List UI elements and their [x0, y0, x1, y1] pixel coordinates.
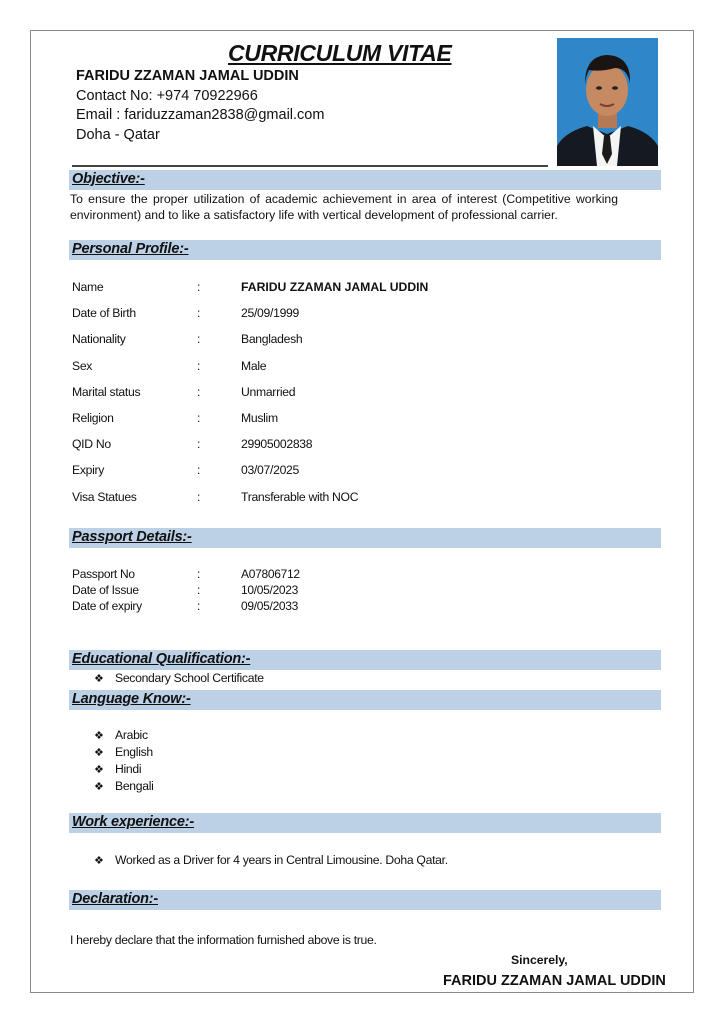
- profile-label: Marital status: [72, 385, 141, 399]
- language-item: [94, 779, 154, 793]
- closing-text: Sincerely,: [511, 953, 568, 967]
- diamond-bullet-icon: ❖: [94, 764, 104, 776]
- passport-label: Date of expiry: [72, 599, 142, 613]
- profile-value: Unmarried: [241, 385, 296, 399]
- personal-profile-section-bar: [69, 240, 661, 260]
- profile-label: Visa Statues: [72, 490, 137, 504]
- passport-value: 10/05/2023: [241, 583, 299, 597]
- profile-value: Transferable with NOC: [241, 490, 359, 504]
- work-item: [94, 853, 448, 867]
- declaration-section-bar: [69, 890, 661, 910]
- diamond-bullet-icon: ❖: [94, 781, 104, 793]
- objective-heading: Objective:-: [72, 171, 145, 187]
- diamond-bullet-icon: ❖: [94, 673, 104, 685]
- separator: :: [197, 583, 201, 597]
- language-item-text: Hindi: [115, 762, 142, 776]
- separator: :: [197, 359, 201, 373]
- education-heading: Educational Qualification:-: [72, 651, 251, 667]
- document-title: CURRICULUM VITAE: [228, 40, 452, 66]
- header-divider: [72, 165, 548, 167]
- separator: :: [197, 599, 201, 613]
- work-item-text: Worked as a Driver for 4 years in Central Limousine. Doha Qatar.: [115, 853, 448, 867]
- passport-label: Date of Issue: [72, 583, 139, 597]
- work-experience-section-bar: [69, 813, 661, 833]
- objective-section-bar: [69, 170, 661, 190]
- profile-value: Muslim: [241, 411, 278, 425]
- profile-photo: [557, 38, 658, 166]
- profile-label: Nationality: [72, 332, 126, 346]
- education-section-bar: [69, 650, 661, 670]
- profile-value: 03/07/2025: [241, 463, 299, 477]
- profile-label: Name: [72, 280, 104, 294]
- separator: :: [197, 437, 201, 451]
- language-section-bar: [69, 690, 661, 710]
- diamond-bullet-icon: ❖: [94, 747, 104, 759]
- passport-value: A07806712: [241, 567, 300, 581]
- language-item-text: English: [115, 745, 153, 759]
- profile-value: Male: [241, 359, 267, 373]
- profile-label: Religion: [72, 411, 114, 425]
- diamond-bullet-icon: ❖: [94, 855, 104, 867]
- language-item: [94, 762, 141, 776]
- objective-text: To ensure the proper utilization of academic achievement in area of interest (Competitive working environment) and to like a satisfactory life with vertical development of professional carrier.: [70, 192, 618, 222]
- signature-name: FARIDU ZZAMAN JAMAL UDDIN: [443, 973, 666, 989]
- separator: :: [197, 306, 201, 320]
- diamond-bullet-icon: ❖: [94, 730, 104, 742]
- separator: :: [197, 385, 201, 399]
- profile-label: Date of Birth: [72, 306, 136, 320]
- language-heading: Language Know:-: [72, 691, 191, 707]
- location: Doha - Qatar: [76, 127, 160, 143]
- profile-value: Bangladesh: [241, 332, 303, 346]
- work-experience-heading: Work experience:-: [72, 814, 195, 830]
- personal-profile-heading: Personal Profile:-: [72, 241, 189, 257]
- education-item: [94, 671, 264, 685]
- separator: :: [197, 567, 201, 581]
- email-address: Email : fariduzzaman2838@gmail.com: [76, 107, 325, 123]
- education-item-text: Secondary School Certificate: [115, 671, 264, 685]
- profile-value: FARIDU ZZAMAN JAMAL UDDIN: [241, 280, 429, 294]
- contact-number: Contact No: +974 70922966: [76, 88, 258, 104]
- profile-label: QID No: [72, 437, 111, 451]
- language-item-text: Arabic: [115, 728, 148, 742]
- passport-section-bar: [69, 528, 661, 548]
- separator: :: [197, 332, 201, 346]
- separator: :: [197, 463, 201, 477]
- language-item-text: Bengali: [115, 779, 154, 793]
- passport-value: 09/05/2033: [241, 599, 299, 613]
- declaration-heading: Declaration:-: [72, 891, 159, 907]
- applicant-name: FARIDU ZZAMAN JAMAL UDDIN: [76, 68, 299, 84]
- separator: :: [197, 411, 201, 425]
- profile-label: Expiry: [72, 463, 105, 477]
- profile-label: Sex: [72, 359, 93, 373]
- passport-heading: Passport Details:-: [72, 529, 192, 545]
- language-item: [94, 728, 148, 742]
- separator: :: [197, 490, 201, 504]
- profile-value: 29905002838: [241, 437, 313, 451]
- passport-label: Passport No: [72, 567, 135, 581]
- language-item: [94, 745, 153, 759]
- profile-value: 25/09/1999: [241, 306, 299, 320]
- declaration-text: I hereby declare that the information furnished above is true.: [70, 933, 377, 947]
- separator: :: [197, 280, 201, 294]
